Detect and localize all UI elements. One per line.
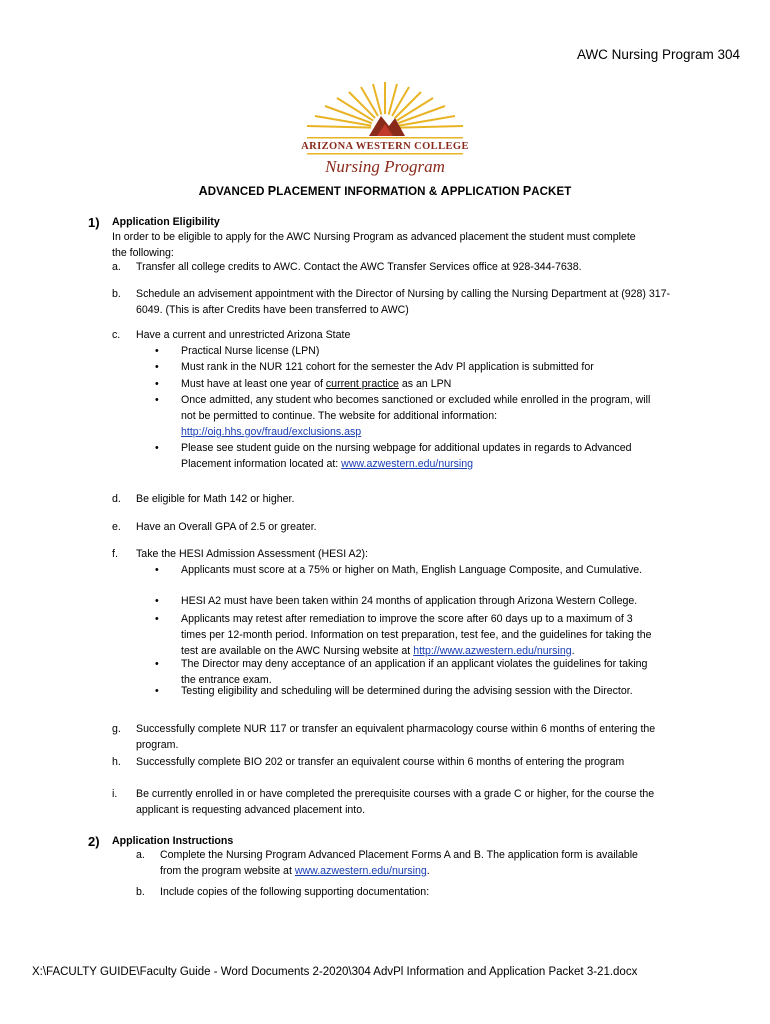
sun-rays-icon <box>285 80 485 180</box>
list-item: • Must have at least one year of current practice as an LPN <box>155 378 452 390</box>
list-item-2a: a. Complete the Nursing Program Advanced Placement Forms A and B. The application form is available from the program website at www.azwestern.edu/nursing. <box>136 849 638 877</box>
list-item: • Applicants may retest after remediation to improve the score after 60 days up to a maximum of 3 times per 12-month period. Information on test preparation, test fee, and the guidelines for taking the test are available on the AWC Nursing website at http://www.azwestern.edu/nursing. <box>155 613 652 657</box>
list-item-g: g. Successfully complete NUR 117 or transfer an equivalent pharmacology course within 6 months of entering the program. <box>112 723 656 751</box>
awc-nursing-logo <box>285 80 485 180</box>
list-item-h: h. Successfully complete BIO 202 or transfer an equivalent course within 6 months of entering the program <box>112 756 625 768</box>
list-item: • HESI A2 must have been taken within 24 months of application through Arizona Western College. <box>155 595 638 607</box>
exclusions-link[interactable]: http://oig.hhs.gov/fraud/exclusions.asp <box>181 425 362 438</box>
section-2-heading: Application Instructions <box>112 835 234 847</box>
list-item: • Once admitted, any student who becomes sanctioned or excluded while enrolled in the program, will not be permitted to continue. The website for additional information: http://oig.hhs.gov/fraud/exclusions.asp <box>155 394 651 438</box>
list-item: • Please see student guide on the nursing webpage for additional updates in regards to Advanced Placement information located at: www.azwestern.edu/nursing <box>155 442 632 470</box>
list-item-b: b. Schedule an advisement appointment with the Director of Nursing by calling the Nursing Department at (928) 317-6049. (This is after Credits have been transferred to AWC) <box>112 288 671 316</box>
list-item: • The Director may deny acceptance of an application if an applicant violates the guidelines for taking the entrance exam. <box>155 658 648 686</box>
list-item-f: f. Take the HESI Admission Assessment (HESI A2): <box>112 548 368 560</box>
program-name-text: Nursing Program <box>325 157 445 176</box>
section-1-intro: In order to be eligible to apply for the AWC Nursing Program as advanced placement the student must complete the following: <box>112 231 636 259</box>
program-label: AWC Nursing Program 304 <box>576 47 740 62</box>
application-form-link[interactable]: www.azwestern.edu/nursing <box>294 864 427 877</box>
list-item-c: c. Have a current and unrestricted Arizona State <box>112 329 351 341</box>
nursing-website-link[interactable]: www.azwestern.edu/nursing <box>341 457 474 470</box>
section-2-number: 2) <box>88 834 100 849</box>
list-item-i: i. Be currently enrolled in or have completed the prerequisite courses with a grade C or higher, for the course the applicant is requesting advanced placement into. <box>112 788 655 816</box>
list-item: • Must rank in the NUR 121 cohort for the semester the Adv Pl application is submitted for <box>155 361 594 373</box>
list-item: • Testing eligibility and scheduling will be determined during the advising session with the Director. <box>155 685 633 697</box>
hesi-info-link[interactable]: http://www.azwestern.edu/nursing <box>413 644 572 657</box>
file-path-footer: X:\FACULTY GUIDE\Faculty Guide - Word Documents 2-2020\304 AdvPl Information and Application Packet 3-21.docx <box>32 966 638 978</box>
list-item-e: e. Have an Overall GPA of 2.5 or greater. <box>112 521 317 533</box>
section-1-heading: Application Eligibility <box>112 216 220 228</box>
list-item-a: a. Transfer all college credits to AWC. Contact the AWC Transfer Services office at 928-344-7638. <box>112 261 582 273</box>
list-item-d: d. Be eligible for Math 142 or higher. <box>112 493 295 505</box>
list-item: • Applicants must score at a 75% or higher on Math, English Language Composite, and Cumulative. <box>155 564 643 576</box>
page-title: ADVANCED PLACEMENT INFORMATION & APPLICATION PACKET <box>198 184 572 198</box>
section-1-number: 1) <box>88 215 100 230</box>
list-item-2b: b. Include copies of the following supporting documentation: <box>136 886 430 898</box>
college-name-text: ARIZONA WESTERN COLLEGE <box>301 141 469 152</box>
list-item: • Practical Nurse license (LPN) <box>155 345 320 357</box>
